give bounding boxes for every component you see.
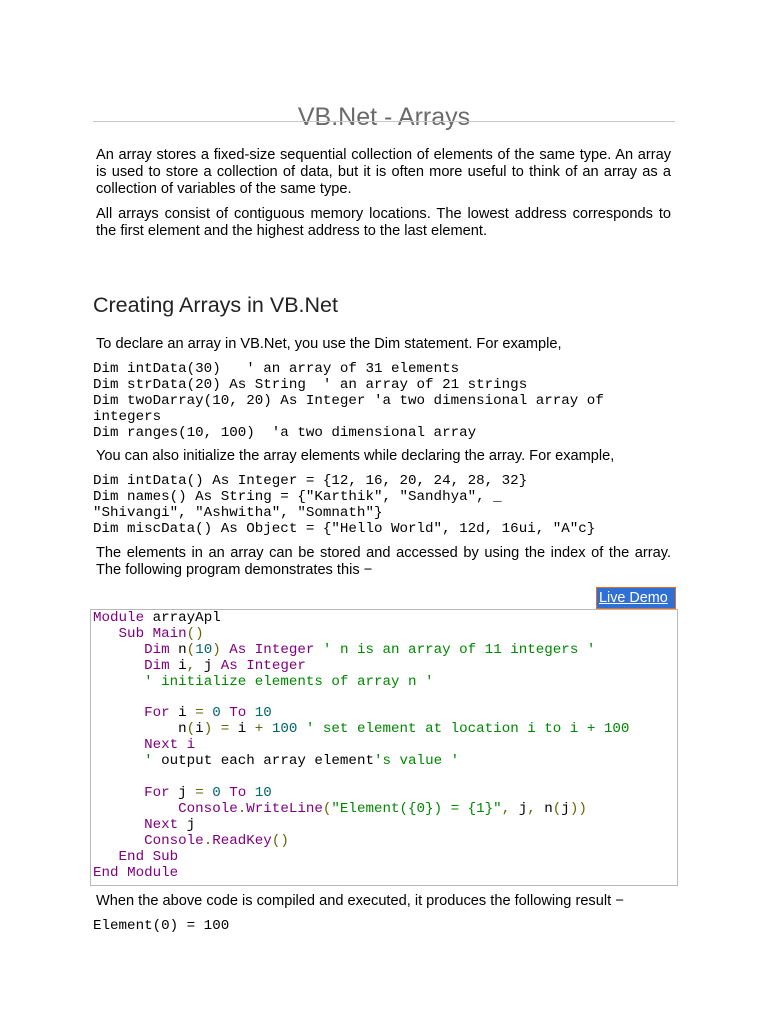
section-heading: Creating Arrays in VB.Net [93,293,338,317]
code-token [221,705,230,721]
code-token: Sub [152,848,179,865]
code-line [93,849,178,865]
code-token: As [220,657,238,674]
code-token: To [229,705,247,722]
result-output: Element(0) = 100 [93,918,230,934]
code-token: ( [186,721,196,738]
init-text: You can also initialize the array elements while declaring the array. For example, [96,448,615,464]
code-token [263,721,272,737]
code-token: . [237,800,247,817]
code-token: 0 [212,705,221,722]
code-token: . [203,832,213,849]
code-line [93,626,204,642]
code-token: arrayApl [144,610,221,626]
code-line [93,610,221,626]
code-token: i [195,721,204,738]
code-token [93,690,102,706]
code-token: Module [127,864,179,881]
code-token: ' [144,753,153,770]
code-line [93,785,272,801]
code-token [93,642,144,658]
code-token: Main [152,625,187,642]
code-token: Sub [118,625,145,642]
code-token: )) [569,800,587,817]
page-title: VB.Net - Arrays [297,102,471,131]
code-token: 10 [195,641,213,658]
code-token: output each array element [152,753,374,770]
code-token: "Element({0}) = {1}" [331,800,502,817]
code-token: Next [144,737,179,754]
code-token [221,785,230,801]
code-token: Integer [254,641,315,658]
code-token [93,753,144,769]
code-line [93,801,587,817]
code-line [93,865,178,881]
code-token: j [178,816,196,833]
code-token: ( [322,800,332,817]
code-token: i [186,737,196,754]
code-token: i [169,657,187,674]
result-text: When the above code is compiled and executed, it produces the following result − [96,893,624,909]
code-token: End [118,848,145,865]
code-token: 100 [271,721,298,738]
code-token: , [186,657,196,674]
code-token [93,626,119,642]
code-token: For [144,784,170,801]
code-line [93,737,195,753]
code-token: ) [212,641,221,658]
code-token: , [527,800,536,817]
code-token [204,705,213,721]
code-token: j [510,800,528,817]
code-token: WriteLine [246,800,323,817]
access-text: The elements in an array can be stored and accessed by using the index of the array. The following program demonstrates this − [96,545,671,578]
title-divider [93,121,675,122]
code-token: End [93,864,119,881]
code-token [93,737,144,753]
code-token [144,849,153,865]
code-line [93,642,595,658]
code-token [178,737,187,753]
code-token: 's value ' [373,753,460,770]
code-token: j [169,784,196,801]
code-token [246,785,255,801]
code-token [246,705,255,721]
code-line [93,833,289,849]
code-token: i [169,705,196,722]
code-token: As [229,641,247,658]
init-code-block: Dim intData() As Integer = {12, 16, 20, 24, 28, 32} Dim names() As String = {"Karthik", "Sandhya", _ "Shivangi", "Ashwitha", "Somnath"} Dim miscData() As Object = {"Hello World", 12d, 16ui, "A"c} [93,473,596,537]
intro-paragraph-1: An array stores a fixed-size sequential collection of elements of the same type. An array is used to store a collection of data, but it is often more useful to think of an array as a collection of variables of the same type. [96,147,671,197]
code-token: Console [178,800,238,817]
code-token: = [195,705,204,722]
code-token: j [195,657,221,674]
code-token: Module [93,610,145,626]
code-token [93,801,178,817]
code-token: Next [144,816,179,833]
code-token: ReadKey [212,832,272,849]
code-token [93,674,144,690]
code-token: , [501,800,511,817]
code-token: Dim [144,657,170,674]
code-token: ' set element at location i to i + 100 [305,721,630,738]
code-line [93,769,102,785]
code-token: j [561,800,570,817]
code-token: i [229,721,255,738]
code-line [93,658,306,674]
code-token: ) [203,721,213,738]
code-token: 10 [254,705,272,722]
code-token [221,642,230,658]
code-token: For [144,705,170,722]
code-line [93,705,272,721]
code-line [93,690,102,706]
code-token [204,785,213,801]
code-token: 0 [212,784,221,801]
code-line [93,817,195,833]
code-token [93,705,144,721]
intro-paragraph-2: All arrays consist of contiguous memory locations. The lowest address corresponds to the first element and the highest address to the last element. [96,206,671,239]
code-token [93,833,144,849]
code-token [93,849,119,865]
program-code [93,611,629,881]
code-line [93,674,434,690]
code-token [93,785,144,801]
code-token [246,642,255,658]
declare-text: To declare an array in VB.Net, you use the Dim statement. For example, [96,336,562,352]
declare-code-block: Dim intData(30) ' an array of 31 elements Dim strData(20) As String ' an array of 21 strings Dim twoDarray(10, 20) As Integer 'a two dimensional array of integers Dim ranges(10, 100) 'a two dimensional array [93,361,604,441]
code-token: = [195,784,204,801]
code-token [93,658,144,674]
code-line [93,721,629,737]
code-token: Console [144,832,204,849]
code-token: ( [552,800,562,817]
code-token [212,721,221,737]
code-token: To [229,784,247,801]
code-token: 10 [254,784,272,801]
code-token: n [93,721,187,738]
code-token: ( [186,641,196,658]
code-token: () [186,625,204,642]
code-token [93,817,144,833]
code-token [93,769,102,785]
code-token: ' initialize elements of array n ' [144,673,434,690]
code-line [93,753,459,769]
live-demo-button[interactable]: Live Demo [596,587,676,609]
code-token [314,642,323,658]
code-token: () [271,832,289,849]
code-token [297,721,306,737]
code-token: + [254,721,264,738]
code-token [144,626,153,642]
code-token: Integer [246,657,306,674]
code-token [238,658,247,674]
code-token: n [169,641,187,658]
code-token: ' n is an array of 11 integers ' [322,641,596,658]
code-token: Dim [144,641,170,658]
code-token: n [535,800,553,817]
code-token [119,865,128,881]
code-token: = [220,721,230,738]
